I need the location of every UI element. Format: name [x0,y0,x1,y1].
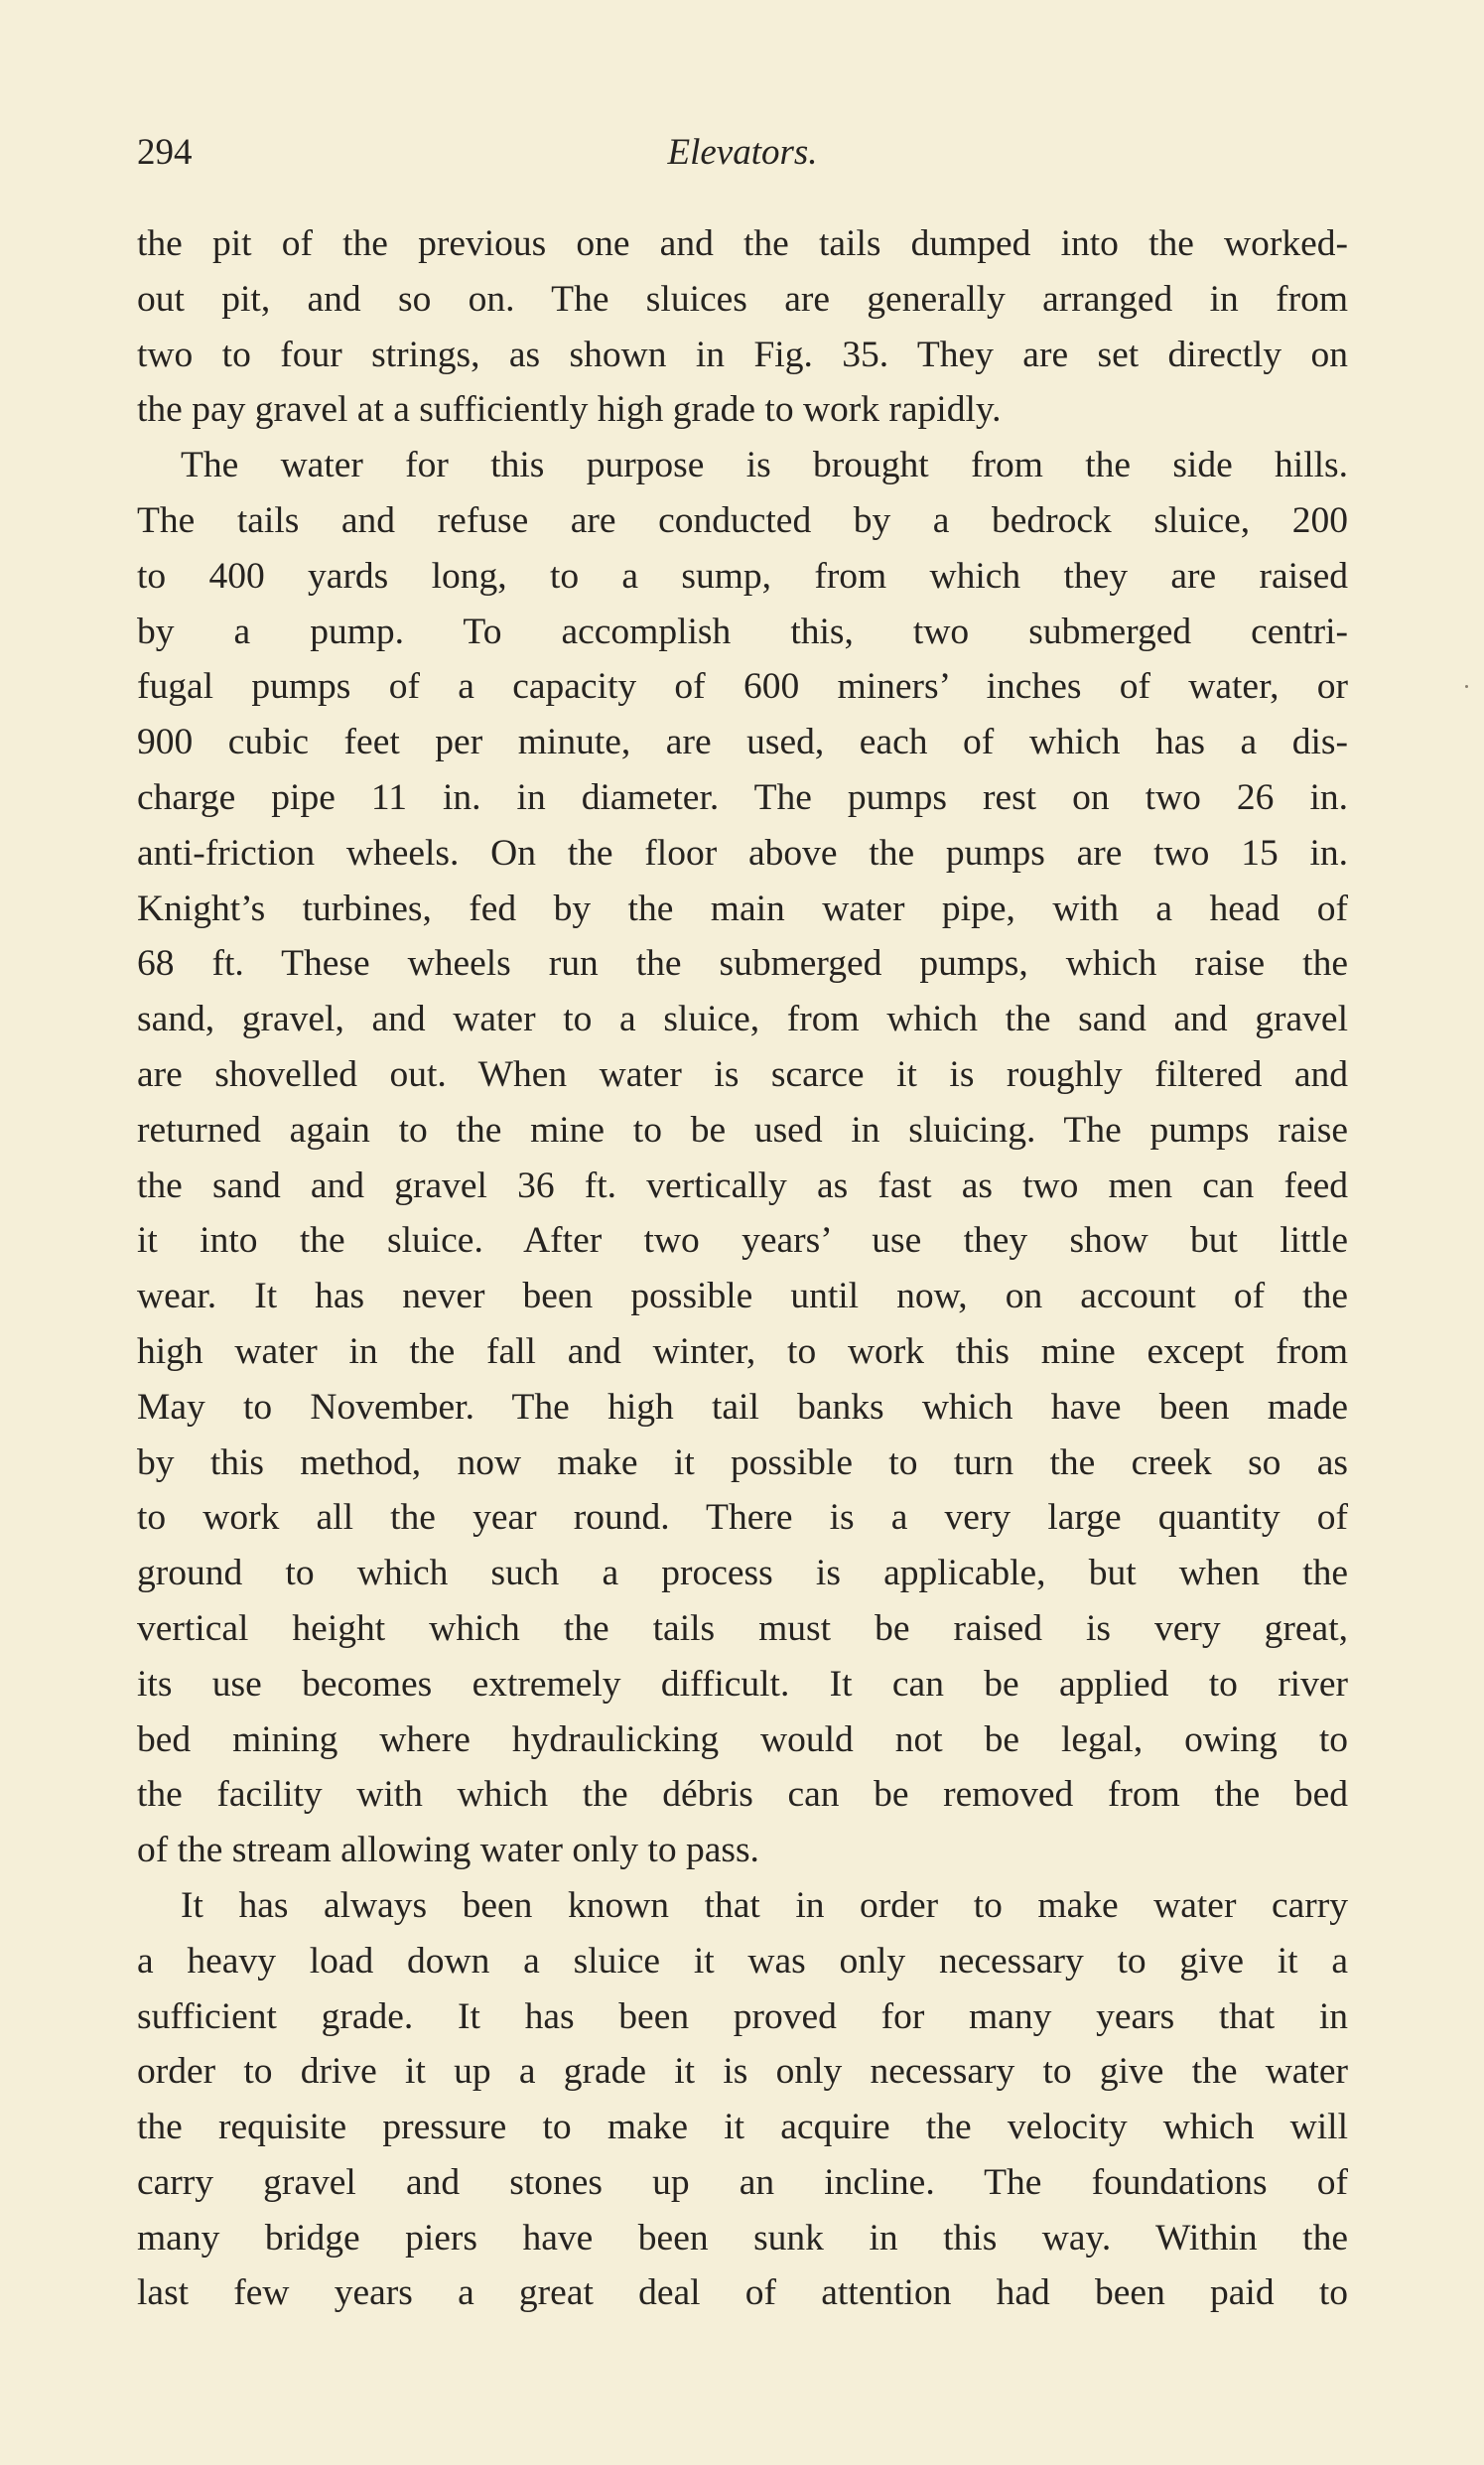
text-line: by a pump. To accomplish this, two submerged centri- [137,611,1348,652]
text-line: by this method, now make it possible to turn the creek so as [137,1441,1348,1483]
text-line: two to four strings, as shown in Fig. 35. They are set directly on [137,334,1348,375]
text-line: are shovelled out. When water is scarce it is roughly filtered and [137,1053,1348,1095]
text-line: the requisite pressure to make it acquire the velocity which will [137,2107,1348,2148]
paragraph-2 [137,438,1348,1878]
text-line: it into the sluice. After two years’ use they show but little [137,1220,1348,1262]
text-line: to 400 yards long, to a sump, from which they are raised [137,555,1348,597]
text-line: the pay gravel at a sufficiently high grade to work rapidly. [137,389,1002,431]
text-line: last few years a great deal of attention had been paid to [137,2272,1348,2314]
text-line: order to drive it up a grade it is only necessary to give the water [137,2051,1348,2093]
text-line: anti-friction wheels. On the floor above the pumps are two 15 in. [137,832,1348,874]
text-line: charge pipe 11 in. in diameter. The pumps rest on two 26 in. [137,776,1348,818]
text-line: The tails and refuse are conducted by a bedrock sluice, 200 [137,499,1348,541]
text-line: sand, gravel, and water to a sluice, from which the sand and gravel [137,999,1348,1040]
text-line: the pit of the previous one and the tails dumped into the worked- [137,223,1348,264]
text-line: vertical height which the tails must be raised is very great, [137,1607,1348,1649]
text-line: 900 cubic feet per minute, are used, each of which has a dis- [137,722,1348,763]
text-line: to work all the year round. There is a very large quantity of [137,1497,1348,1539]
text-line: The water for this purpose is brought from the side hills. [181,445,1348,486]
text-line: the facility with which the débris can be removed from the bed [137,1774,1348,1816]
text-line: a heavy load down a sluice it was only necessary to give it a [137,1940,1348,1982]
text-line: its use becomes extremely difficult. It can be applied to river [137,1663,1348,1705]
page-number: 294 [137,132,193,173]
body-text [137,216,1348,2321]
text-line: wear. It has never been possible until now, on account of the [137,1276,1348,1317]
text-line: Knight’s turbines, fed by the main water pipe, with a head of [137,888,1348,929]
text-line: of the stream allowing water only to pass. [137,1830,759,1871]
paragraph-3 [137,1878,1348,2321]
text-line: It has always been known that in order to make water carry [181,1884,1348,1926]
running-head [137,131,1348,191]
text-line: many bridge piers have been sunk in this way. Within the [137,2217,1348,2259]
text-line: returned again to the mine to be used in sluicing. The pumps raise [137,1109,1348,1151]
text-line: fugal pumps of a capacity of 600 miners’ inches of water, or [137,666,1348,708]
paragraph-1 [137,216,1348,438]
running-title: Elevators. [667,132,818,173]
text-line: out pit, and so on. The sluices are generally arranged in from [137,278,1348,320]
text-line: carry gravel and stones up an incline. The foundations of [137,2161,1348,2203]
text-line: May to November. The high tail banks which have been made [137,1386,1348,1428]
text-line: sufficient grade. It has been proved for many years that in [137,1995,1348,2037]
text-line: high water in the fall and winter, to work this mine except from [137,1330,1348,1372]
text-line: bed mining where hydraulicking would not be legal, owing to [137,1718,1348,1760]
text-line: ground to which such a process is applicable, but when the [137,1553,1348,1594]
text-line: the sand and gravel 36 ft. vertically as fast as two men can feed [137,1164,1348,1206]
paper-speck [1465,685,1468,688]
text-line: 68 ft. These wheels run the submerged pumps, which raise the [137,943,1348,985]
